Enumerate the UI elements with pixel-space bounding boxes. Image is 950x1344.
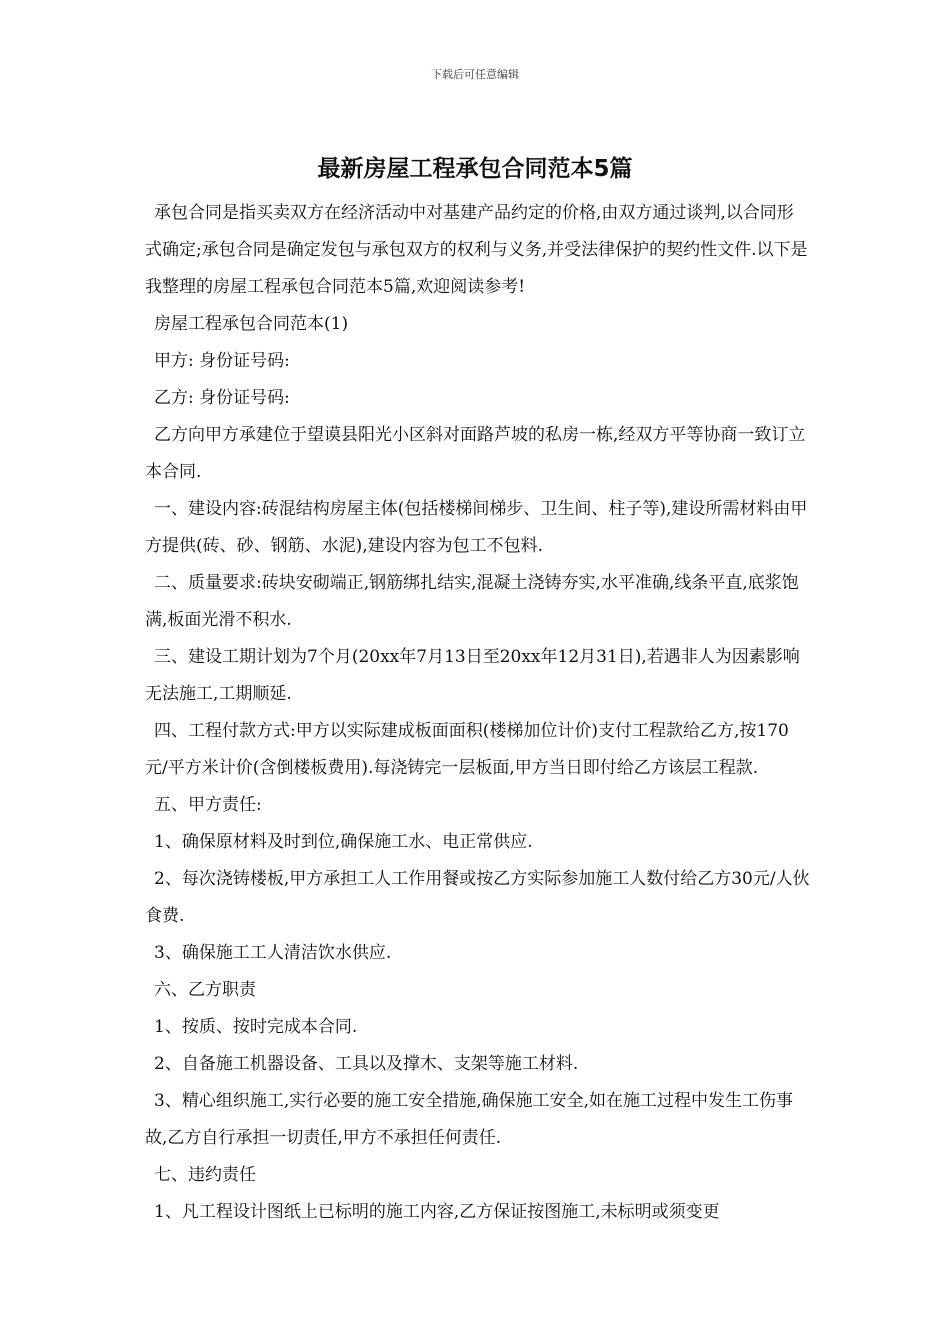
- paragraph-clause-7-item-1: 1、凡工程设计图纸上已标明的施工内容,乙方保证按图施工,未标明或须变更: [154, 1202, 720, 1222]
- paragraph-clause-2: 二、质量要求:砖块安砌端正,钢筋绑扎结实,混凝土浇铸夯实,水平准确,线条平直,底浆饱满,板面光滑不积水.: [145, 573, 799, 630]
- paragraph-intro: 承包合同是指买卖双方在经济活动中对基建产品约定的价格,由双方通过谈判,以合同形式确定;承包合同是确定发包与承包双方的权利与义务,并受法律保护的契约性文件.以下是我整理的房屋工程承包合同范本5篇,欢迎阅读参考!: [145, 203, 808, 297]
- paragraph-section-heading: 房屋工程承包合同范本(1): [154, 314, 349, 334]
- paragraph-clause-6-item-1: 1、按质、按时完成本合同.: [154, 1017, 358, 1037]
- paragraph-clause-6: 六、乙方职责: [154, 980, 256, 1000]
- paragraph-clause-5-item-3: 3、确保施工工人清洁饮水供应.: [154, 943, 392, 963]
- header-note: 下载后可任意编辑: [431, 68, 519, 81]
- paragraph-clause-5-item-1: 1、确保原材料及时到位,确保施工水、电正常供应.: [154, 832, 533, 852]
- paragraph-clause-1: 一、建设内容:砖混结构房屋主体(包括楼梯间梯步、卫生间、柱子等),建设所需材料由甲方提供(砖、砂、钢筋、水泥),建设内容为包工不包料.: [145, 499, 808, 556]
- paragraph-clause-5: 五、甲方责任:: [154, 795, 262, 815]
- paragraph-clause-6-item-3: 3、精心组织施工,实行必要的施工安全措施,确保施工安全,如在施工过程中发生工伤事故,乙方自行承担一切责任,甲方不承担任何责任.: [145, 1091, 794, 1148]
- paragraph-clause-7: 七、违约责任: [154, 1165, 256, 1185]
- paragraph-party-b: 乙方: 身份证号码:: [154, 388, 290, 408]
- document-body: [145, 195, 810, 1231]
- document-title: 最新房屋工程承包合同范本5篇: [317, 156, 633, 182]
- paragraph-clause-3: 三、建设工期计划为7个月(20xx年7月13日至20xx年12月31日),若遇非人为因素影响无法施工,工期顺延.: [145, 647, 800, 704]
- paragraph-clause-6-item-2: 2、自备施工机器设备、工具以及撑木、支架等施工材料.: [154, 1054, 579, 1074]
- paragraph-clause-5-item-2: 2、每次浇铸楼板,甲方承担工人工作用餐或按乙方实际参加施工人数付给乙方30元/人伙食费.: [145, 869, 810, 926]
- paragraph-party-a: 甲方: 身份证号码:: [154, 351, 290, 371]
- paragraph-clause-4: 四、工程付款方式:甲方以实际建成板面面积(楼梯加位计价)支付工程款给乙方,按170元/平方米计价(含倒楼板费用).每浇铸完一层板面,甲方当日即付给乙方该层工程款.: [145, 721, 789, 778]
- paragraph-preamble: 乙方向甲方承建位于望谟县阳光小区斜对面路芦坡的私房一栋,经双方平等协商一致订立本合同.: [145, 425, 806, 482]
